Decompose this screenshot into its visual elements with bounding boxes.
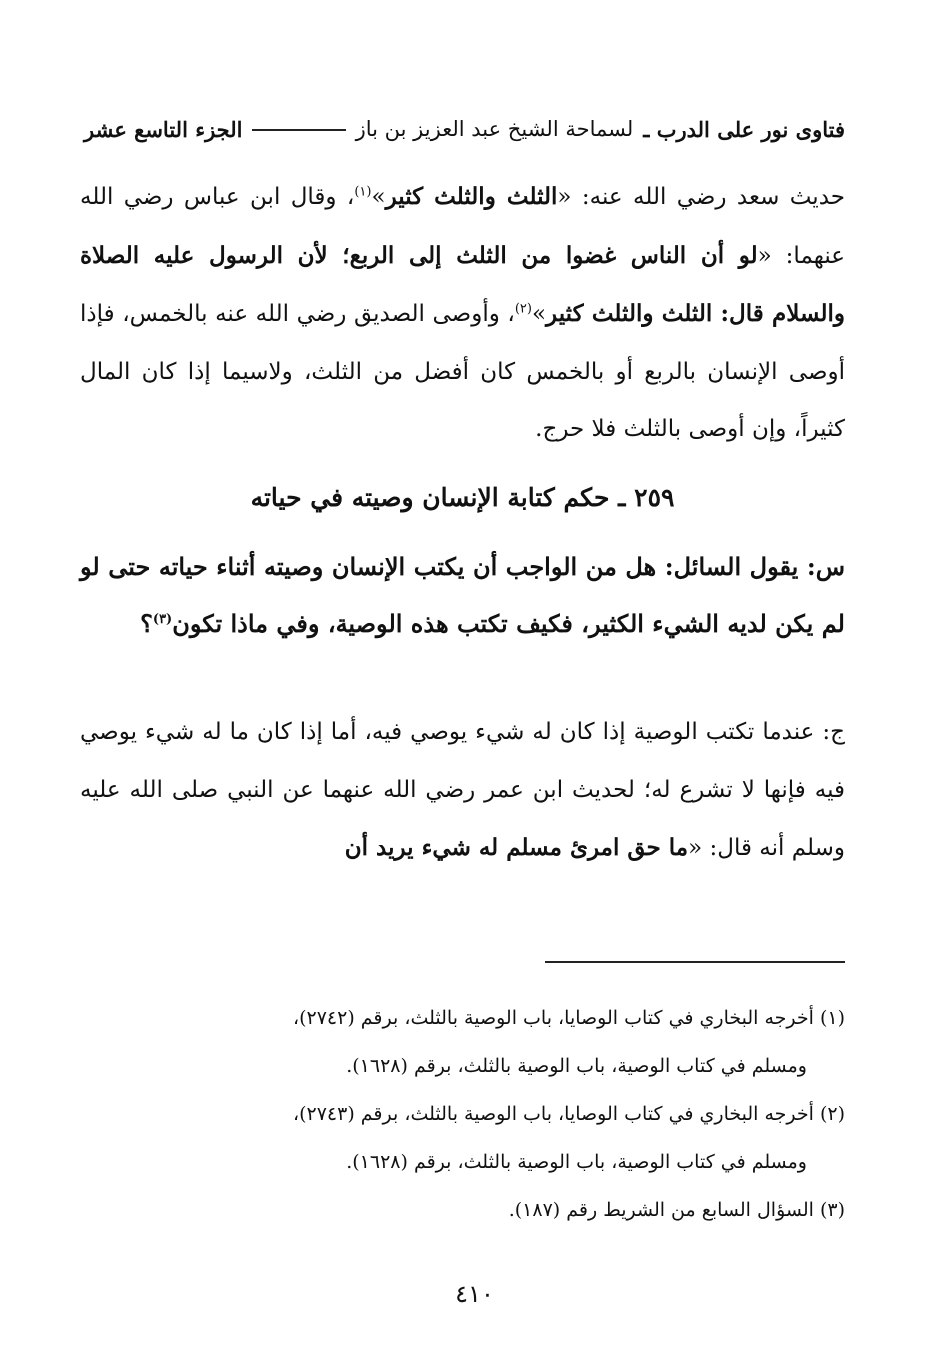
footnote-separator [545,961,845,963]
page-number: ٤١٠ [455,1280,494,1308]
part-label: الجزء التاسع عشر [84,116,243,142]
text-run: حديث سعد رضي الله عنه: « [557,184,845,210]
text-run: ، وقال ابن عباس رضي الله عنهما: « [80,184,846,269]
footnote-3: (٣) السؤال السابع من الشريط رقم (١٨٧). [508,1199,845,1221]
section-heading: ٢٥٩ ـ حكم كتابة الإنسان وصيته في حياته [250,483,675,512]
quote-bold: لو أن الناس غضوا من الثلث إلى الربع؛ لأن الرسول عليه الصلاة والسلام قال: الثلث والثلث كثير [80,241,845,327]
footnote-ref: (٣) [152,612,173,627]
running-header [84,112,845,146]
text-run: ، وأوصى الصديق رضي الله عنه بالخمس، فإذا أوصى الإنسان بالربع أو بالخمس كان أفضل من الثلث، ولاسيما إذا كان المال كثيراً، وإن أوصى بالثلث فلا حرج. [80,301,845,442]
question-text: س: يقول السائل: هل من الواجب أن يكتب الإنسان وصيته أثناء حياته حتى لو لم يكن لديه الشيء الكثير، فكيف تكتب هذه الوصية، وفي ماذا تكون [80,552,845,638]
footnote-1-cont: ومسلم في كتاب الوصية، باب الوصية بالثلث، برقم (١٦٢٨). [346,1055,807,1077]
footnote-1: (١) أخرجه البخاري في كتاب الوصايا، باب الوصية بالثلث، برقم (٢٧٤٢)، [292,1007,845,1029]
author-name: لسماحة الشيخ عبد العزيز بن باز [355,117,634,141]
paragraph [80,168,845,459]
question-paragraph [80,538,845,652]
text-run: » [531,301,547,327]
footnotes [80,994,845,1234]
answer-paragraph [80,704,845,878]
book-title: فتاوى نور على الدرب ـ [643,116,845,142]
footnote-ref: (٢) [514,301,532,317]
question-mark: ؟ [140,609,153,638]
footnote-2-cont: ومسلم في كتاب الوصية، باب الوصية بالثلث، برقم (١٦٢٨). [346,1151,807,1173]
footnote-2: (٢) أخرجه البخاري في كتاب الوصايا، باب الوصية بالثلث، برقم (٢٧٤٣)، [292,1103,845,1125]
header-rule [252,129,345,131]
text-run: » [371,184,386,210]
paragraph-continuation [80,168,845,459]
footnote-ref: (١) [354,184,372,200]
hadith-bold: ما حق امرئ مسلم له شيء يريد أن [344,834,689,861]
quote-bold: الثلث والثلث كثير [385,183,558,210]
answer-text: ج: عندما تكتب الوصية إذا كان له شيء يوصي فيه، أما إذا كان ما له شيء يوصي فيه فإنها لا تشرع له؛ لحديث ابن عمر رضي الله عنهما عن النبي صلى الله عليه وسلم أنه قال: « [80,719,845,861]
